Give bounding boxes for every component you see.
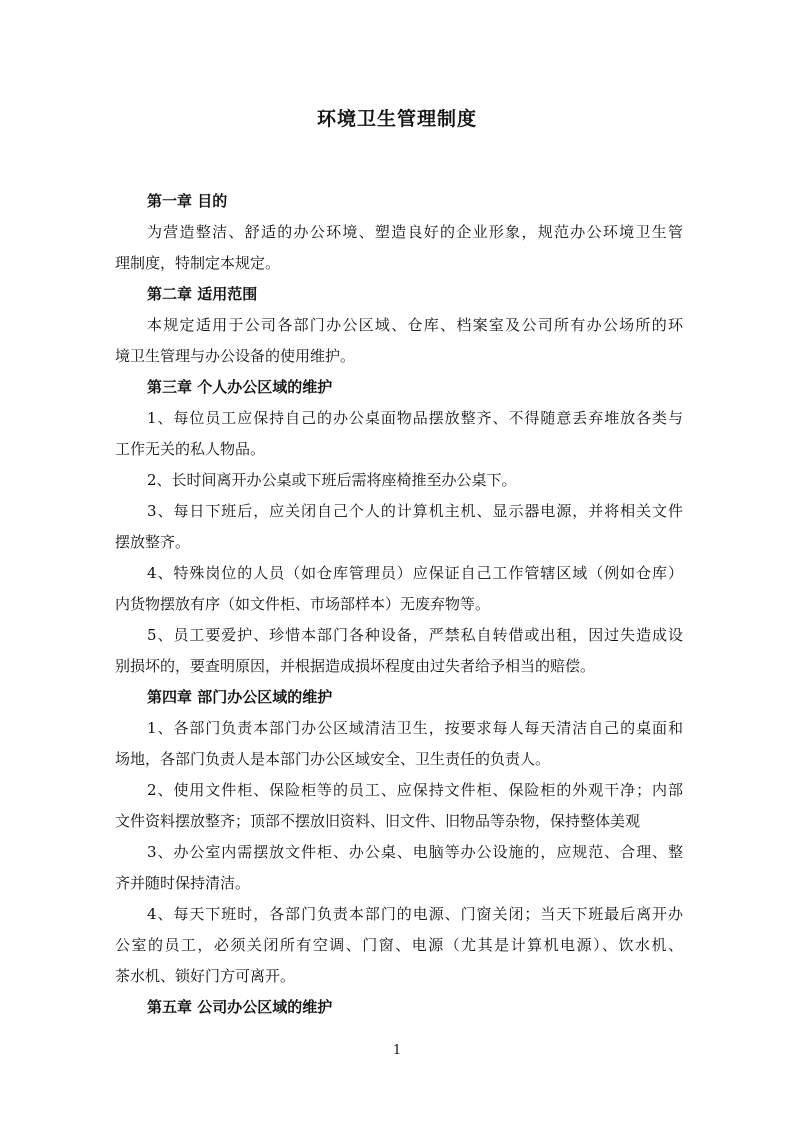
chapter-heading xyxy=(115,682,683,713)
chapter-heading xyxy=(115,279,683,310)
paragraph xyxy=(115,465,683,496)
text-line: 为营造整洁、舒适的办公环境、塑造良好的企业形象，规范办公环境卫生管 xyxy=(147,223,683,241)
text-line: 文件资料摆放整齐；顶部不摆放旧资料、旧文件、旧物品等杂物，保持整体美观 xyxy=(115,812,641,830)
chapter-heading xyxy=(115,186,683,217)
paragraph xyxy=(115,558,683,620)
text-line: 第四章 部门办公区域的维护 xyxy=(147,688,333,706)
text-line: 第一章 目的 xyxy=(147,192,228,210)
text-line: 别损坏的，要查明原因，并根据造成损坏程度由过失者给予相当的赔偿。 xyxy=(115,657,596,675)
paragraph xyxy=(115,713,683,775)
text-line: 齐并随时保持清洁。 xyxy=(115,874,251,892)
paragraph xyxy=(115,496,683,558)
paragraph xyxy=(115,403,683,465)
paragraph xyxy=(115,217,683,279)
text-line: 内货物摆放有序（如文件柜、市场部样本）无废弃物等。 xyxy=(115,595,491,613)
paragraph xyxy=(115,837,683,899)
text-line: 本规定适用于公司各部门办公区域、仓库、档案室及公司所有办公场所的环 xyxy=(147,316,683,334)
text-line: 茶水机、锁好门方可离开。 xyxy=(115,967,296,985)
paragraph xyxy=(115,899,683,992)
text-line: 场地，各部门负责人是本部门办公区域安全、卫生责任的负责人。 xyxy=(115,750,551,768)
chapter-heading xyxy=(115,372,683,403)
chapter-heading xyxy=(115,992,683,1023)
document-body xyxy=(115,186,683,1023)
paragraph xyxy=(115,310,683,372)
text-line: 3、每日下班后，应关闭自己个人的计算机主机、显示器电源，并将相关文件 xyxy=(147,502,683,520)
text-line: 第二章 适用范围 xyxy=(147,285,258,303)
text-line: 第三章 个人办公区域的维护 xyxy=(147,378,333,396)
page-number: 1 xyxy=(392,1043,402,1058)
text-line: 公室的员工，必须关闭所有空调、门窗、电源（尤其是计算机电源）、饮水机、 xyxy=(115,936,683,954)
text-line: 5、员工要爱护、珍惜本部门各种设备，严禁私自转借或出租，因过失造成设 xyxy=(147,626,683,644)
text-line: 第五章 公司办公区域的维护 xyxy=(147,998,333,1016)
text-line: 2、使用文件柜、保险柜等的员工、应保持文件柜、保险柜的外观干净；内部 xyxy=(147,781,683,799)
text-line: 理制度，特制定本规定。 xyxy=(115,254,281,272)
text-line: 3、办公室内需摆放文件柜、办公桌、电脑等办公设施的，应规范、合理、整 xyxy=(147,843,683,861)
paragraph xyxy=(115,775,683,837)
text-line: 境卫生管理与办公设备的使用维护。 xyxy=(115,347,356,365)
text-line: 工作无关的私人物品。 xyxy=(115,440,266,458)
text-line: 4、特殊岗位的人员（如仓库管理员）应保证自己工作管辖区域（例如仓库） xyxy=(147,564,683,582)
paragraph xyxy=(115,620,683,682)
text-line: 2、长时间离开办公桌或下班后需将座椅推至办公桌下。 xyxy=(147,471,517,489)
text-line: 1、各部门负责本部门办公区域清洁卫生，按要求每人每天清洁自己的桌面和 xyxy=(147,719,683,737)
text-line: 1、每位员工应保持自己的办公桌面物品摆放整齐、不得随意丢弃堆放各类与 xyxy=(147,409,683,427)
document-title: 环境卫生管理制度 xyxy=(316,108,477,130)
text-line: 4、每天下班时，各部门负责本部门的电源、门窗关闭；当天下班最后离开办 xyxy=(147,905,683,923)
text-line: 摆放整齐。 xyxy=(115,533,191,551)
